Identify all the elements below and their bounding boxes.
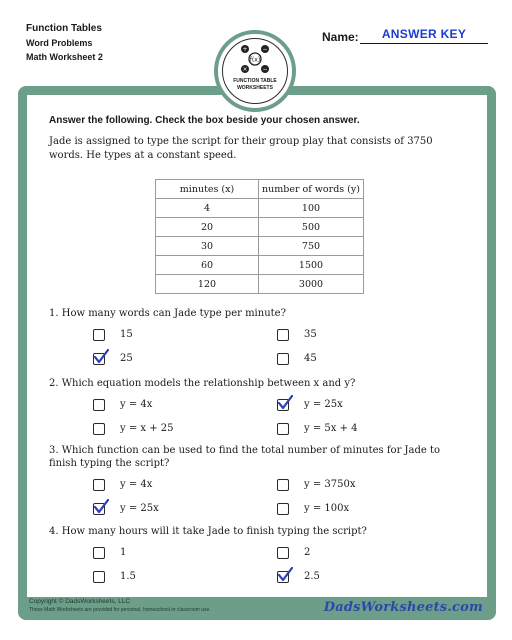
function-table bbox=[155, 179, 364, 294]
table-header-row bbox=[156, 180, 364, 199]
checkmark-icon bbox=[93, 499, 109, 515]
checkbox[interactable] bbox=[277, 329, 289, 341]
option-text: y = 25x bbox=[304, 399, 343, 410]
svg-text:+: + bbox=[242, 46, 248, 53]
option-text: 1 bbox=[120, 547, 127, 558]
checkmark-icon bbox=[277, 395, 293, 411]
checkmark-icon bbox=[277, 567, 293, 583]
checkbox[interactable] bbox=[93, 571, 105, 583]
table-header-minutes bbox=[156, 180, 259, 199]
option-text: y = 4x bbox=[120, 399, 153, 410]
option-text: 25 bbox=[120, 353, 133, 364]
checkbox[interactable] bbox=[277, 353, 289, 365]
table-cell: 30 bbox=[156, 237, 259, 256]
answer-key-label: ANSWER KEY bbox=[381, 27, 467, 41]
table-row bbox=[156, 275, 364, 294]
problem-intro: Jade is assigned to type the script for their group play that consists of 3750 words. He types at a constant speed. bbox=[49, 136, 433, 161]
checkbox[interactable] bbox=[93, 423, 105, 435]
checkbox[interactable] bbox=[277, 479, 289, 491]
table-cell: 100 bbox=[259, 199, 364, 218]
function-operators-icon bbox=[240, 44, 270, 74]
option-text: 1.5 bbox=[120, 571, 136, 582]
table-row bbox=[156, 256, 364, 275]
logo-caption-line1: FUNCTION TABLE bbox=[233, 78, 277, 84]
table-cell: 20 bbox=[156, 218, 259, 237]
table-cell: 500 bbox=[259, 218, 364, 237]
checkbox[interactable] bbox=[277, 547, 289, 559]
checkbox[interactable] bbox=[277, 423, 289, 435]
logo-caption-line2: WORKSHEETS bbox=[237, 85, 273, 91]
option-text: y = 25x bbox=[120, 503, 159, 514]
option-text: y = 100x bbox=[304, 503, 350, 514]
instructions: Answer the following. Check the box beside your chosen answer. bbox=[49, 115, 360, 126]
option-text: y = x + 25 bbox=[120, 423, 174, 434]
table-row bbox=[156, 237, 364, 256]
name-label: Name: bbox=[322, 30, 359, 44]
svg-text:×: × bbox=[242, 66, 248, 73]
svg-text:−: − bbox=[262, 66, 268, 73]
worksheet-number: Math Worksheet 2 bbox=[26, 52, 103, 62]
header-titles bbox=[26, 22, 103, 64]
header-text: number of words (y) bbox=[262, 183, 360, 195]
header-text: minutes (x) bbox=[179, 183, 235, 195]
table-cell: 120 bbox=[156, 275, 259, 294]
footer-copyright bbox=[29, 597, 211, 615]
option-text: 2.5 bbox=[304, 571, 320, 582]
table-cell: 1500 bbox=[259, 256, 364, 275]
table-header-words bbox=[259, 180, 364, 199]
checkbox[interactable] bbox=[93, 329, 105, 341]
option-text: 2 bbox=[304, 547, 311, 558]
usage-notice: These Math Worksheets are provided for personal, homeschool or classroom use. bbox=[29, 607, 211, 613]
table-row bbox=[156, 199, 364, 218]
svg-text:f(x): f(x) bbox=[249, 56, 261, 64]
checkbox[interactable] bbox=[93, 479, 105, 491]
option-text: 45 bbox=[304, 353, 317, 364]
logo-caption bbox=[218, 78, 292, 92]
question-3: 3. Which function can be used to find the total number of minutes for Jade to finish typing the script? bbox=[49, 445, 441, 469]
question-4: 4. How many hours will it take Jade to finish typing the script? bbox=[49, 526, 367, 537]
checkbox[interactable] bbox=[93, 399, 105, 411]
name-field bbox=[322, 28, 490, 48]
worksheet-subtitle: Word Problems bbox=[26, 38, 93, 48]
table-cell: 4 bbox=[156, 199, 259, 218]
worksheet-frame bbox=[18, 86, 496, 620]
option-text: y = 3750x bbox=[304, 479, 356, 490]
checkbox[interactable] bbox=[93, 547, 105, 559]
option-text: y = 4x bbox=[120, 479, 153, 490]
worksheet-body bbox=[27, 95, 487, 597]
checkbox[interactable] bbox=[277, 503, 289, 515]
option-text: 15 bbox=[120, 329, 133, 340]
dadsworksheets-logo: DadsWorksheets.com bbox=[323, 600, 483, 615]
question-1: 1. How many words can Jade type per minute? bbox=[49, 308, 286, 319]
table-cell: 3000 bbox=[259, 275, 364, 294]
option-text: 35 bbox=[304, 329, 317, 340]
worksheet-title: Function Tables bbox=[26, 23, 102, 34]
svg-text:−: − bbox=[262, 46, 268, 53]
table-cell: 750 bbox=[259, 237, 364, 256]
name-underline bbox=[360, 43, 488, 44]
table-row bbox=[156, 218, 364, 237]
table-cell: 60 bbox=[156, 256, 259, 275]
checkmark-icon bbox=[93, 349, 109, 365]
option-text: y = 5x + 4 bbox=[304, 423, 358, 434]
function-table-logo bbox=[214, 30, 296, 112]
question-2: 2. Which equation models the relationship between x and y? bbox=[49, 378, 356, 389]
copyright-text: Copyright © DadsWorksheets, LLC bbox=[29, 598, 131, 605]
